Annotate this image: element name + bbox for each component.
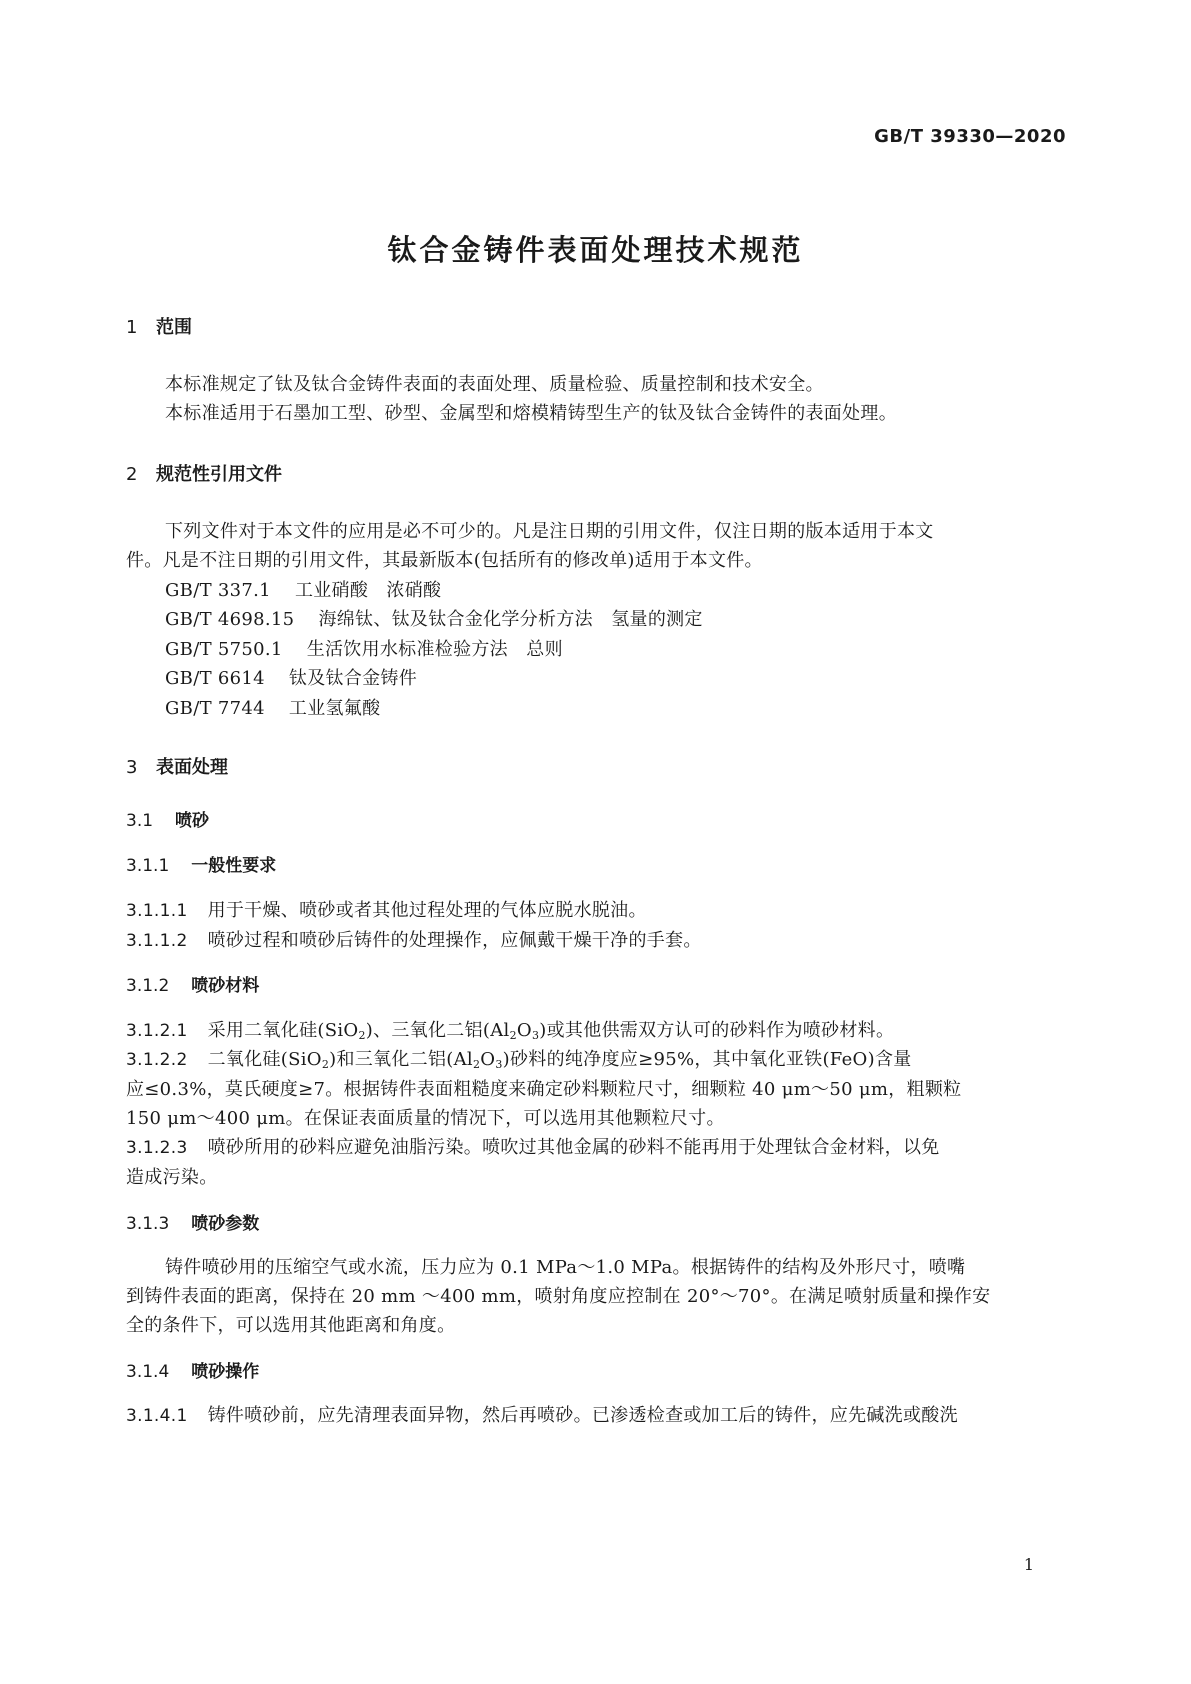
subsection-3-1-heading bbox=[126, 806, 209, 831]
reference-item bbox=[165, 576, 441, 602]
clause-3-1-2-2 bbox=[126, 1045, 912, 1071]
paragraph: 全的条件下，可以选用其他距离和角度。 bbox=[126, 1315, 456, 1336]
clause-number: 3.1.1.2 bbox=[126, 931, 188, 951]
text-run: )砂料的纯净度应≥95%，其中氧化亚铁(FeO)含量 bbox=[502, 1049, 912, 1070]
reference-code: GB/T 5750.1 bbox=[165, 639, 283, 660]
section-number: 3 bbox=[126, 757, 138, 778]
text-run: O bbox=[480, 1049, 496, 1070]
section-title: 一般性要求 bbox=[191, 856, 277, 876]
clause-text bbox=[208, 1049, 912, 1070]
reference-name: 工业氢氟酸 bbox=[288, 698, 381, 719]
paragraph: 本标准适用于石墨加工型、砂型、金属型和熔模精铸型生产的钛及钛合金铸件的表面处理。 bbox=[165, 403, 897, 424]
reference-item bbox=[165, 694, 380, 720]
standard-number: GB/T 39330—2020 bbox=[874, 126, 1066, 147]
paragraph: 本标准规定了钛及钛合金铸件表面的表面处理、质量检验、质量控制和技术安全。 bbox=[165, 374, 824, 395]
paragraph: 造成污染。 bbox=[126, 1167, 218, 1188]
clause-text: 用于干燥、喷砂或者其他过程处理的气体应脱水脱油。 bbox=[207, 900, 647, 921]
subsection-3-1-4-heading bbox=[126, 1357, 259, 1382]
text-run: O bbox=[516, 1020, 532, 1041]
reference-item bbox=[165, 664, 417, 690]
subscript: 3 bbox=[495, 1058, 503, 1071]
reference-name: 钛及钛合金铸件 bbox=[288, 668, 418, 689]
clause-text: 喷砂所用的砂料应避免油脂污染。喷吹过其他金属的砂料不能再用于处理钛合金材料，以免 bbox=[207, 1137, 940, 1158]
clause-3-1-4-1 bbox=[126, 1401, 958, 1427]
document-title: 钛合金铸件表面处理技术规范 bbox=[387, 233, 804, 267]
subscript: 2 bbox=[472, 1058, 481, 1071]
section-3-heading bbox=[126, 753, 228, 779]
text-run: 采用二氧化硅(SiO bbox=[207, 1020, 359, 1041]
section-number: 3.1.4 bbox=[126, 1362, 170, 1382]
section-title: 喷砂参数 bbox=[191, 1214, 260, 1234]
clause-3-1-2-3 bbox=[126, 1133, 940, 1159]
subscript: 3 bbox=[531, 1029, 540, 1042]
clause-3-1-1-1 bbox=[126, 896, 647, 922]
clause-text: 铸件喷砂前，应先清理表面异物，然后再喷砂。已渗透检查或加工后的铸件，应先碱洗或酸洗 bbox=[207, 1405, 958, 1426]
clause-number: 3.1.4.1 bbox=[126, 1406, 188, 1426]
section-title: 表面处理 bbox=[156, 757, 228, 778]
clause-3-1-2-1 bbox=[126, 1016, 894, 1042]
clause-number: 3.1.2.2 bbox=[126, 1050, 188, 1070]
clause-3-1-1-2 bbox=[126, 926, 702, 952]
reference-item bbox=[165, 605, 703, 631]
section-number: 3.1.3 bbox=[126, 1214, 170, 1234]
section-number: 3.1 bbox=[126, 811, 154, 831]
reference-name: 生活饮用水标准检验方法 总则 bbox=[306, 639, 563, 660]
reference-code: GB/T 7744 bbox=[165, 698, 265, 719]
section-number: 1 bbox=[126, 317, 138, 338]
text-run: )、三氧化二铝(Al bbox=[365, 1020, 510, 1041]
section-title: 范围 bbox=[156, 317, 192, 338]
paragraph: 下列文件对于本文件的应用是必不可少的。凡是注日期的引用文件，仅注日期的版本适用于本文 bbox=[165, 521, 934, 542]
text-run: 二氧化硅(SiO bbox=[207, 1049, 322, 1070]
section-title: 规范性引用文件 bbox=[156, 464, 282, 485]
reference-code: GB/T 337.1 bbox=[165, 580, 271, 601]
subscript: 2 bbox=[358, 1029, 366, 1042]
page-number: 1 bbox=[1023, 1555, 1034, 1574]
section-1-heading bbox=[126, 313, 192, 339]
section-title: 喷砂材料 bbox=[191, 976, 260, 996]
section-title: 喷砂 bbox=[175, 811, 210, 831]
subscript: 2 bbox=[321, 1058, 330, 1071]
subsection-3-1-3-heading bbox=[126, 1209, 259, 1234]
paragraph: 到铸件表面的距离，保持在 20 mm ～400 mm，喷射角度应控制在 20°～70°。在满足喷射质量和操作安 bbox=[126, 1286, 991, 1307]
text-run: )或其他供需双方认可的砂料作为喷砂材料。 bbox=[539, 1020, 895, 1041]
reference-code: GB/T 4698.15 bbox=[165, 609, 295, 630]
clause-text: 喷砂过程和喷砂后铸件的处理操作，应佩戴干燥干净的手套。 bbox=[207, 930, 702, 951]
subsection-3-1-2-heading bbox=[126, 971, 259, 996]
clause-number: 3.1.2.1 bbox=[126, 1021, 188, 1041]
subsection-3-1-1-heading bbox=[126, 851, 276, 876]
paragraph: 件。凡是不注日期的引用文件，其最新版本(包括所有的修改单)适用于本文件。 bbox=[126, 550, 763, 571]
reference-name: 海绵钛、钛及钛合金化学分析方法 氢量的测定 bbox=[318, 609, 703, 630]
reference-code: GB/T 6614 bbox=[165, 668, 265, 689]
text-run: )和三氧化二铝(Al bbox=[329, 1049, 473, 1070]
section-title: 喷砂操作 bbox=[191, 1362, 260, 1382]
paragraph: 150 μm～400 μm。在保证表面质量的情况下，可以选用其他颗粒尺寸。 bbox=[126, 1108, 725, 1129]
reference-name: 工业硝酸 浓硝酸 bbox=[294, 580, 442, 601]
clause-number: 3.1.2.3 bbox=[126, 1138, 188, 1158]
section-number: 3.1.1 bbox=[126, 856, 170, 876]
section-2-heading bbox=[126, 460, 282, 486]
subscript: 2 bbox=[509, 1029, 517, 1042]
clause-number: 3.1.1.1 bbox=[126, 901, 188, 921]
reference-item bbox=[165, 635, 563, 661]
section-number: 3.1.2 bbox=[126, 976, 170, 996]
section-number: 2 bbox=[126, 464, 138, 485]
paragraph: 应≤0.3%，莫氏硬度≥7。根据铸件表面粗糙度来确定砂料颗粒尺寸，细颗粒 40 μm～50 μm，粗颗粒 bbox=[126, 1079, 962, 1100]
clause-text bbox=[208, 1020, 895, 1041]
paragraph: 铸件喷砂用的压缩空气或水流，压力应为 0.1 MPa～1.0 MPa。根据铸件的结构及外形尺寸，喷嘴 bbox=[165, 1257, 966, 1278]
